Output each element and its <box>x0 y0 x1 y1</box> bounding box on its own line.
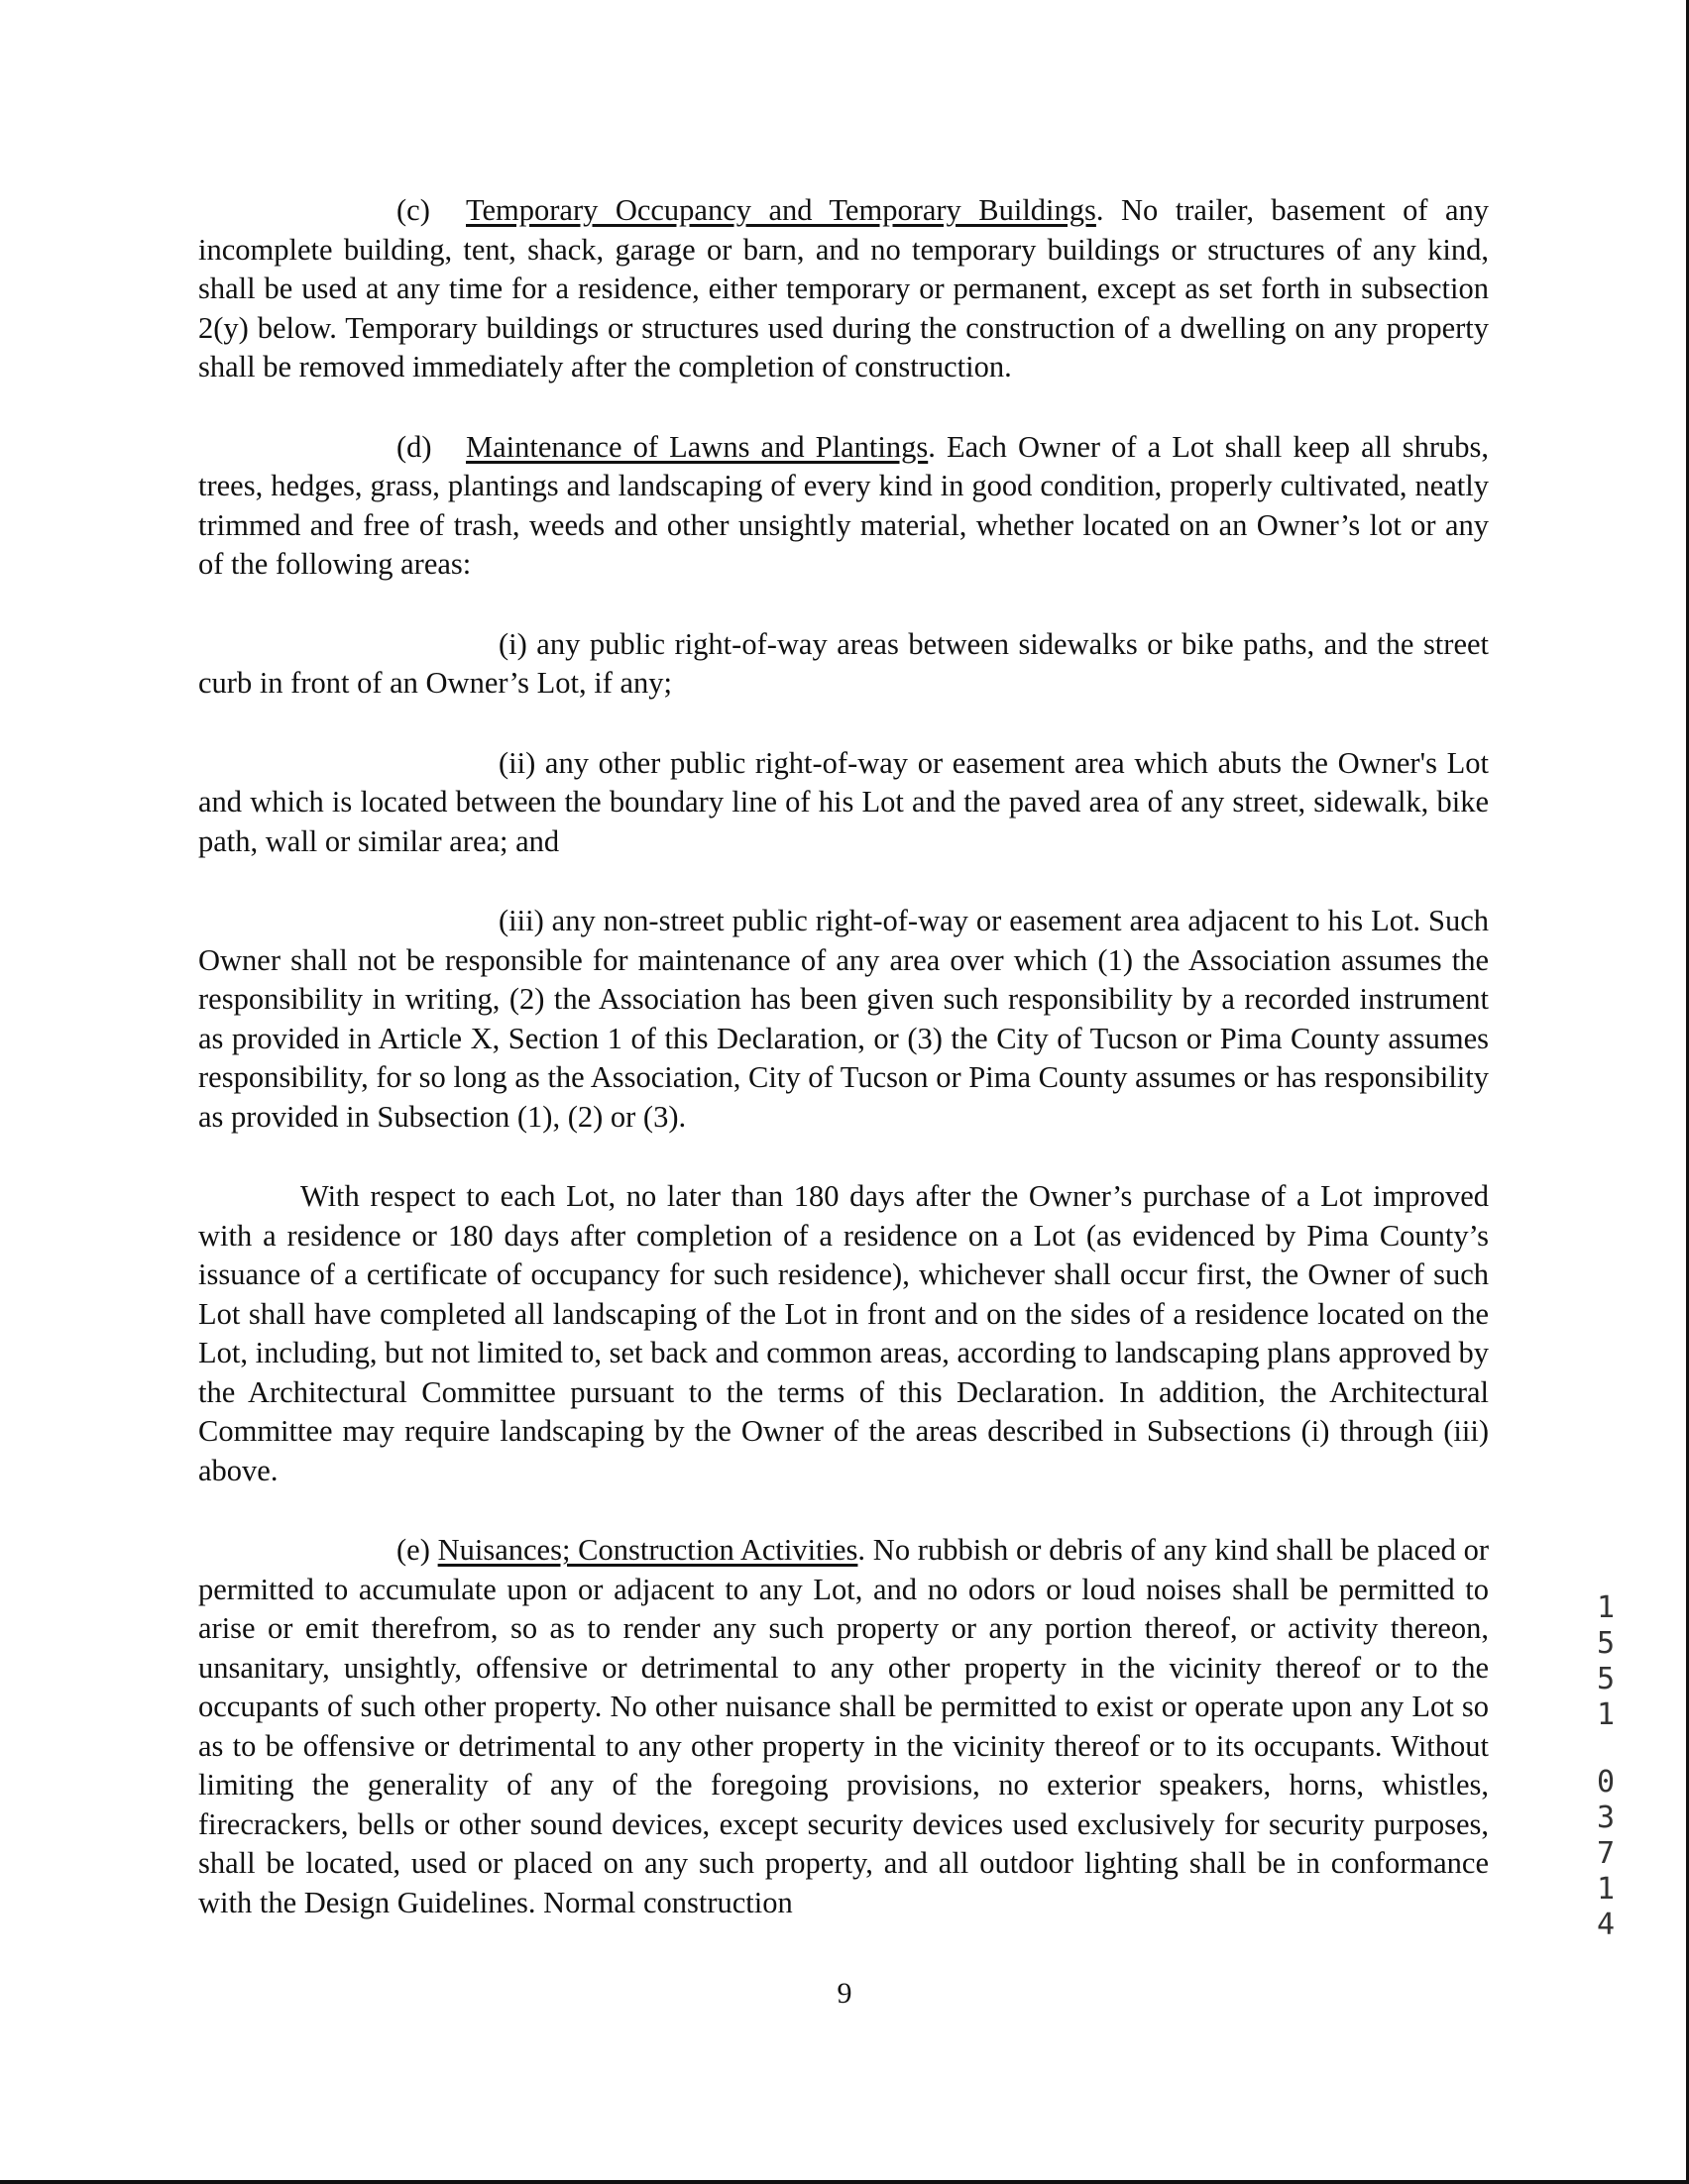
stamp-digit: 3 <box>1596 1801 1616 1835</box>
stamp-gap <box>1586 1733 1626 1765</box>
paragraph-d-label: (d) <box>396 429 432 464</box>
paragraph-landscaping <box>198 1177 1489 1490</box>
subsection-iii <box>198 902 1489 1137</box>
paragraph-c-label: (c) <box>396 193 430 227</box>
subsection-ii-text: (ii) any other public right-of-way or easement area which abuts the Owner's Lot and which is located between the boundary line of his Lot and the paved area of any street, sidewalk, bike path, wall or similar area; and <box>198 745 1489 858</box>
stamp-digit: 1 <box>1596 1590 1616 1625</box>
stamp-digit: 5 <box>1596 1626 1616 1661</box>
stamp-digit: 5 <box>1596 1662 1616 1696</box>
subsection-i-text: (i) any public right-of-way areas between sidewalks or bike paths, and the street curb in front of an Owner’s Lot, if any; <box>198 626 1489 700</box>
subsection-i <box>198 625 1489 704</box>
paragraph-e <box>198 1531 1489 1922</box>
paragraph-landscaping-text: With respect to each Lot, no later than 180 days after the Owner’s purchase of a Lot improved with a residence or 180 days after completion of a residence on a Lot (as evidenced by Pima County’s issuance of a certificate of occupancy for such residence), whichever shall occur first, the Owner of such Lot shall have completed all landscaping of the Lot in front and on the sides of a residence located on the Lot, including, but not limited to, set back and common areas, according to landscaping plans approved by the Architectural Committee pursuant to the terms of this Declaration. In addition, the Architectural Committee may require landscaping by the Owner of the areas described in Subsections (i) through (iii) above. <box>198 1179 1489 1487</box>
recording-stamp <box>1586 1590 1626 1943</box>
subsection-ii <box>198 744 1489 862</box>
paragraph-c-heading: Temporary Occupancy and Temporary Buildings <box>466 193 1096 227</box>
stamp-digit: 4 <box>1596 1908 1616 1942</box>
subsection-iii-text: (iii) any non-street public right-of-way or easement area adjacent to his Lot. Such Owner shall not be responsible for maintenance of any area over which (1) the Association assumes the responsibility in writing, (2) the Association has been given such responsibility by a recorded instrument as provided in Article X, Section 1 of this Declaration, or (3) the City of Tucson or Pima County assumes responsibility, for so long as the Association, City of Tucson or Pima County assumes or has responsibility as provided in Subsection (1), (2) or (3). <box>198 904 1489 1134</box>
paragraph-e-heading: Nuisances; Construction Activities <box>437 1533 858 1567</box>
paragraph-e-label: (e) <box>396 1533 430 1567</box>
page-edge-bottom <box>0 2180 1689 2184</box>
paragraph-d <box>198 428 1489 585</box>
page-number: 9 <box>837 1977 852 2010</box>
paragraph-e-text: . No rubbish or debris of any kind shall be placed or permitted to accumulate upon or adjacent to any Lot, and no odors or loud noises shall be permitted to arise or emit therefrom, so as to render any such property or any portion thereof, or activity thereon, unsanitary, unsightly, offensive or detrimental to any other property in the vicinity thereof or to the occupants of such other property. No other nuisance shall be permitted to exist or operate upon any Lot so as to be offensive or detrimental to any other property in the vicinity thereof or to its occupants. Without limiting the generality of any of the foregoing provisions, no exterior speakers, horns, whistles, firecrackers, bells or other sound devices, except security devices used exclusively for security purposes, shall be located, used or placed on any such property, and all outdoor lighting shall be in conformance with the Design Guidelines. Normal construction <box>198 1533 1490 1919</box>
stamp-digit: 0 <box>1596 1765 1616 1800</box>
paragraph-c <box>198 191 1489 387</box>
stamp-digit: 7 <box>1596 1836 1616 1871</box>
stamp-digit: 1 <box>1596 1697 1616 1732</box>
stamp-digit: 1 <box>1596 1872 1616 1907</box>
paragraph-d-heading: Maintenance of Lawns and Plantings <box>466 429 929 464</box>
document-body <box>198 191 1489 1922</box>
paragraph-d-text: . Each Owner of a Lot shall keep all shrubs, trees, hedges, grass, plantings and landscaping of every kind in good condition, properly cultivated, neatly trimmed and free of trash, weeds and other unsightly material, whether located on an Owner’s lot or any of the following areas: <box>198 429 1489 581</box>
paragraph-c-text: . No trailer, basement of any incomplete building, tent, shack, garage or barn, and no temporary buildings or structures of any kind, shall be used at any time for a residence, either temporary or permanent, except as set forth in subsection 2(y) below. Temporary buildings or structures used during the construction of a dwelling on any property shall be removed immediately after the completion of construction. <box>198 193 1489 383</box>
